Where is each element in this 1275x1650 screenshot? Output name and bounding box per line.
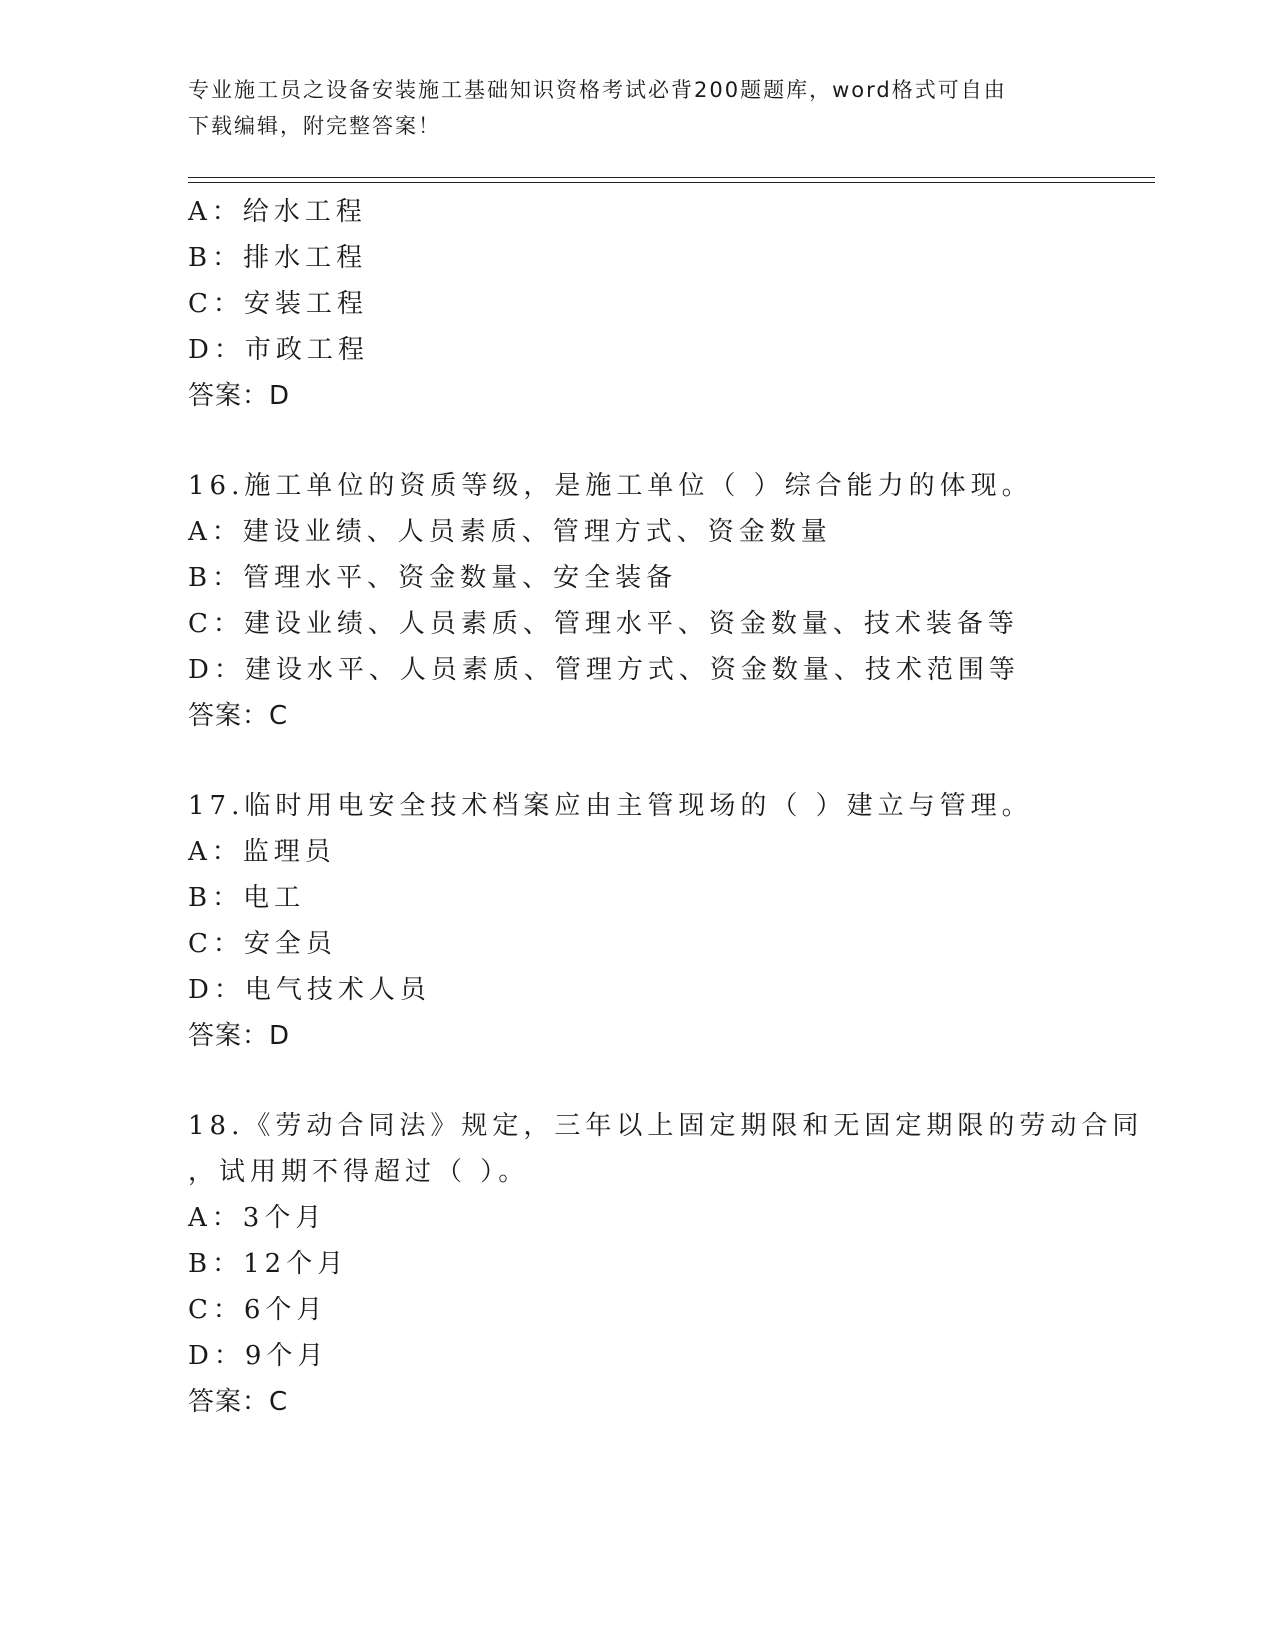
option-a: A：监理员 [188,837,336,867]
question-18 [188,1103,1148,1425]
option-c: C：建设业绩、人员素质、管理水平、资金数量、技术装备等 [188,609,1019,639]
option-b: B：12个月 [188,1249,349,1279]
answer: 答案：C [188,701,289,731]
question-stem-line-2: ，试用期不得超过（ ）。 [188,1157,530,1187]
option-c: C：安全员 [188,929,337,959]
answer: 答案：D [188,381,291,411]
header-divider-bottom [188,182,1155,183]
option-b: B：电工 [188,883,306,913]
option-b: B：排水工程 [188,243,368,273]
document-header [188,72,1088,144]
question-15 [188,189,1148,419]
option-d: D：市政工程 [188,335,369,365]
option-a: A：给水工程 [188,197,367,227]
question-16 [188,463,1148,739]
option-a: A：3个月 [188,1203,327,1233]
option-c: C：6个月 [188,1295,328,1325]
option-d: D：电气技术人员 [188,975,431,1005]
option-a: A：建设业绩、人员素质、管理方式、资金数量 [188,517,832,547]
question-17 [188,783,1148,1059]
answer: 答案：C [188,1387,289,1417]
header-divider-top [188,177,1155,178]
option-d: D：建设水平、人员素质、管理方式、资金数量、技术范围等 [188,655,1020,685]
header-line-2: 下载编辑，附完整答案！ [188,114,441,138]
question-list [188,189,1148,1425]
question-stem-line-1: 18.《劳动合同法》规定，三年以上固定期限和无固定期限的劳动合同 [188,1111,1144,1141]
question-stem: 16.施工单位的资质等级，是施工单位（ ）综合能力的体现。 [188,471,1033,501]
option-c: C：安装工程 [188,289,368,319]
option-b: B：管理水平、资金数量、安全装备 [188,563,678,593]
option-d: D：9个月 [188,1341,329,1371]
header-line-1: 专业施工员之设备安装施工基础知识资格考试必背200题题库，word格式可自由 [188,78,1007,102]
answer: 答案：D [188,1021,291,1051]
question-stem: 17.临时用电安全技术档案应由主管现场的（ ）建立与管理。 [188,791,1033,821]
